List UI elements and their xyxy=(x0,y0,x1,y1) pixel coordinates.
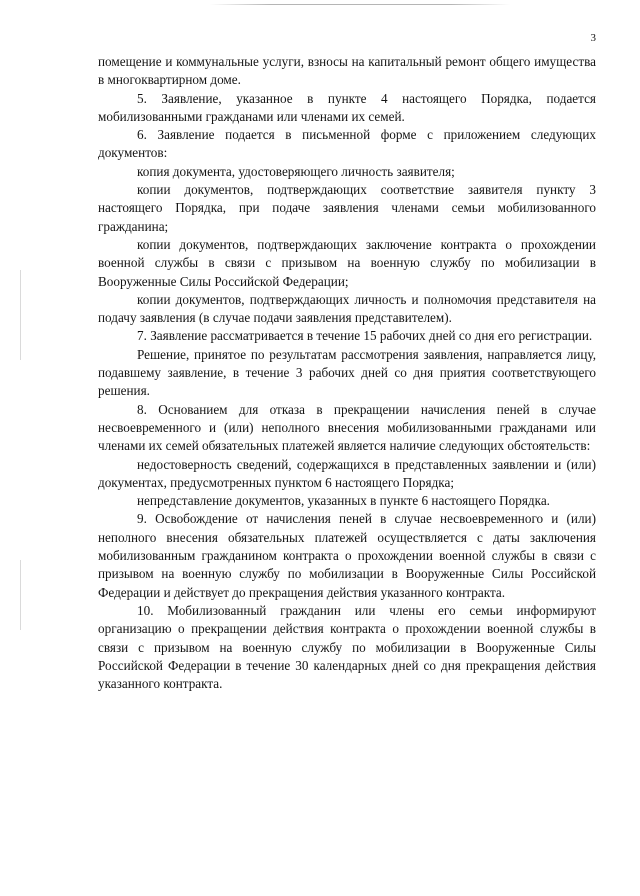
paragraph: Решение, принятое по результатам рассмотрения заявления, направляется лицу, подавшему заявление, в течение 3 рабочих дней со дня приятия соответствующего решения. xyxy=(98,346,596,399)
paragraph: копия документа, удостоверяющего личность заявителя; xyxy=(137,163,455,179)
page-number: 3 xyxy=(590,32,596,44)
scan-artifact-line xyxy=(210,4,510,5)
paragraph: 10. Мобилизованный гражданин или члены его семьи информируют организацию о прекращении действия контракта о прохождении военной службы в связи с призывом на военную службу по мобилизации в Вооруженные Силы Российской Федерации в течение 30 календарных дней со дня прекращения действия указанного контракта. xyxy=(98,602,596,692)
scan-edge-mark xyxy=(20,270,21,360)
paragraph: копии документов, подтверждающих соответствие заявителя пункту 3 настоящего Порядка, при подаче заявления членами семьи мобилизованного гражданина; xyxy=(98,182,596,234)
paragraph: недостоверность сведений, содержащихся в представленных заявлении и (или) документах, предусмотренных пунктом 6 настоящего Порядка; xyxy=(98,456,596,490)
paragraph: копии документов, подтверждающих личность и полномочия представителя на подачу заявления (в случае подачи заявления представителем). xyxy=(98,291,596,326)
document-body xyxy=(98,53,596,693)
paragraph: помещение и коммунальные услуги, взносы на капитальный ремонт общего имущества в многоквартирном доме. xyxy=(98,54,596,88)
scan-edge-mark xyxy=(20,560,21,630)
paragraph: 6. Заявление подается в письменной форме с приложением следующих документов: xyxy=(98,127,596,161)
paragraph: 7. Заявление рассматривается в течение 15 рабочих дней со дня его регистрации. xyxy=(137,328,593,344)
paragraph: 8. Основанием для отказа в прекращении начисления пеней в случае несвоевременного и (или) неполного внесения мобилизованными гражданами или членами их семей обязательных платежей является наличие следующих обстоятельств: xyxy=(98,401,596,454)
paragraph: 5. Заявление, указанное в пункте 4 настоящего Порядка, подается мобилизованными гражданами или членами их семей. xyxy=(98,90,596,124)
paragraph: 9. Освобождение от начисления пеней в случае несвоевременного и (или) неполного внесения обязательных платежей осуществляется с даты заключения мобилизованным гражданином контракта о прохождении военной службы в связи с призывом на военную службу по мобилизации в Вооруженные Силы Российской Федерации и действует до прекращения действия указанного контракта. xyxy=(98,511,596,600)
paragraph: непредставление документов, указанных в пункте 6 настоящего Порядка. xyxy=(137,493,550,509)
paragraph: копии документов, подтверждающих заключение контракта о прохождении военной службы в связи с призывом на военную службу по мобилизации в Вооруженные Силы Российской Федерации; xyxy=(98,236,596,289)
